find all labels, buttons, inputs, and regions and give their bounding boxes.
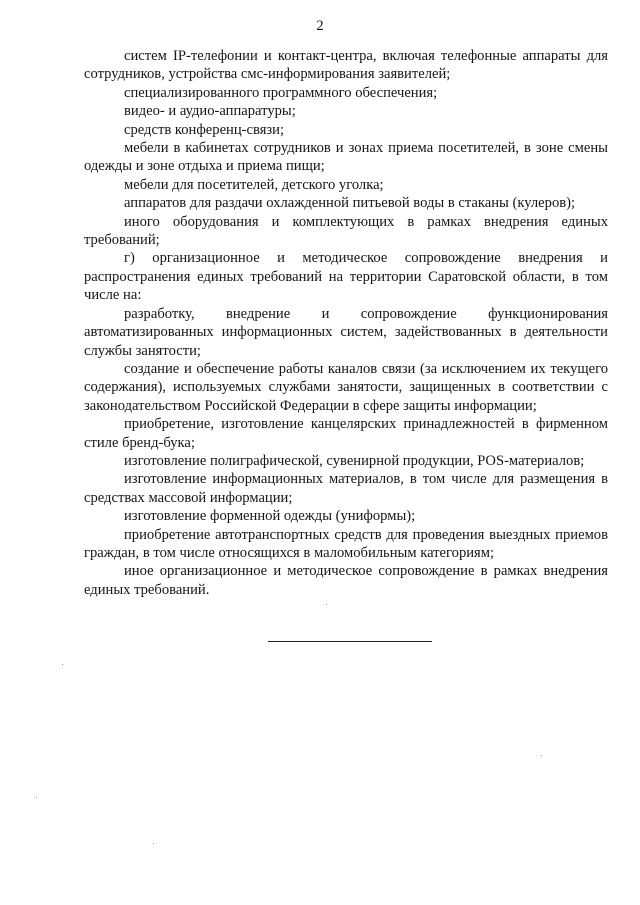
scan-speck (36, 797, 37, 798)
paragraph: мебели для посетителей, детского уголка; (124, 176, 384, 193)
paragraph: видео- и аудио-аппаратуры; (124, 103, 296, 120)
paragraph: создание и обеспечение работы каналов связи (за исключением их текущего содержания), используемых службами занятости, защищенных в соответствии с законодательством Российской Федерации в сфере защиты информации; (84, 360, 608, 414)
paragraph: г) организационное и методическое сопровождение внедрения и распространения единых требований на территории Саратовской области, в том числе на: (84, 250, 608, 304)
paragraph: изготовление информационных материалов, в том числе для размещения в средствах массовой информации; (84, 471, 608, 506)
paragraph: приобретение автотранспортных средств для проведения выездных приемов граждан, в том числе относящихся в маломобильным категориям; (84, 526, 608, 561)
paragraph: изготовление форменной одежды (униформы); (124, 508, 416, 525)
page-number: 2 (316, 18, 324, 34)
scan-speck (62, 664, 63, 665)
scan-speck (326, 604, 327, 605)
paragraph: средств конференц-связи; (124, 121, 285, 138)
paragraph: иного оборудования и комплектующих в рамках внедрения единых требований; (84, 213, 608, 249)
paragraph: специализированного программного обеспечения; (124, 84, 438, 101)
paragraph: разработку, внедрение и сопровождение функционирования автоматизированных информационных систем, задействованных в деятельности службы занятости; (84, 305, 608, 359)
closing-rule (268, 641, 432, 642)
scan-speck (153, 843, 154, 844)
paragraph: иное организационное и методическое сопровождение в рамках внедрения единых требований. (84, 563, 608, 598)
scan-speck (541, 755, 542, 756)
paragraph: изготовление полиграфической, сувенирной продукции, POS-материалов; (124, 452, 585, 469)
paragraph: аппаратов для раздачи охлажденной питьевой воды в стаканы (кулеров); (124, 195, 576, 212)
paragraph: мебели в кабинетах сотрудников и зонах приема посетителей, в зоне смены одежды и зоне отдыха и приема пищи; (84, 140, 608, 175)
paragraph: систем IP-телефонии и контакт-центра, включая телефонные аппараты для сотрудников, устройства смс-информирования заявителей; (84, 48, 608, 83)
paragraph: приобретение, изготовление канцелярских принадлежностей в фирменном стиле бренд-бука; (84, 416, 608, 451)
document-body (84, 47, 608, 599)
